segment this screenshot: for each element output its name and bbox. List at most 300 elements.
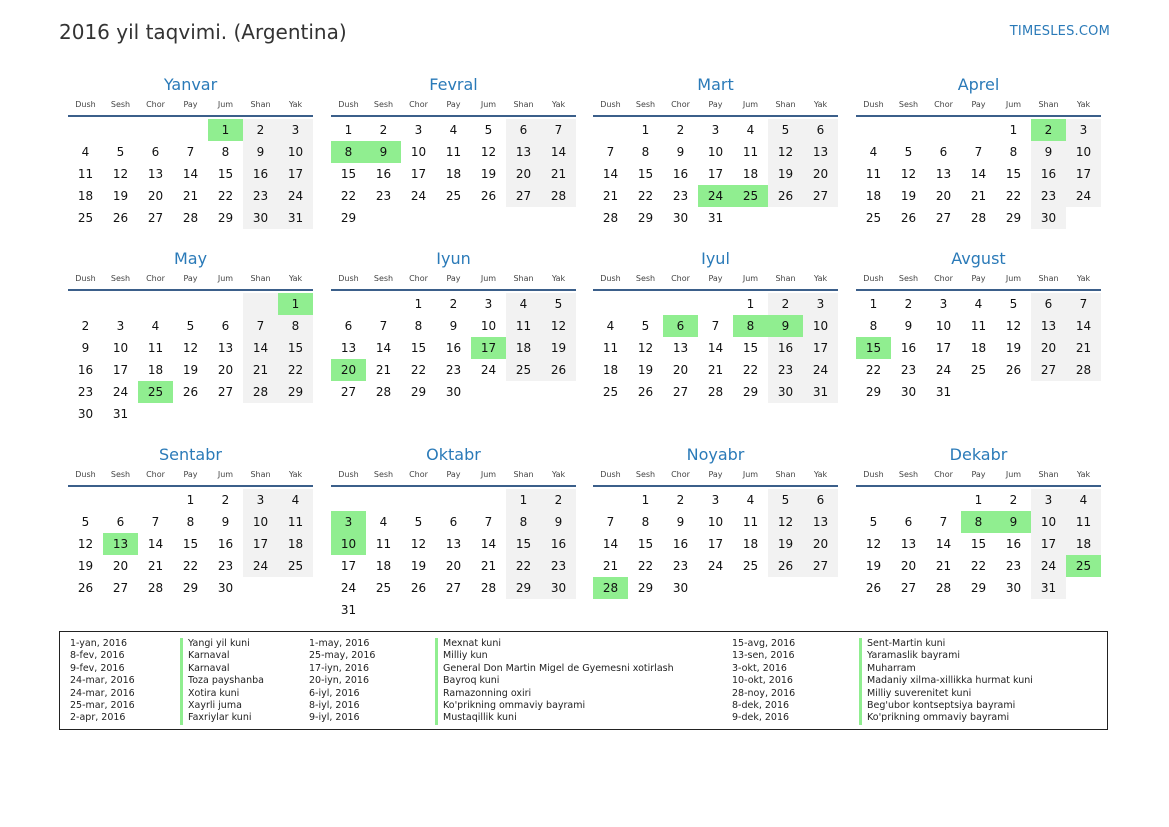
day-cell[interactable]: 26 xyxy=(637,385,654,399)
day-cell[interactable]: 20 xyxy=(331,359,366,381)
day-cell[interactable]: 18 xyxy=(77,189,94,203)
day-cell[interactable]: 8 xyxy=(414,319,423,333)
day-cell[interactable]: 10 xyxy=(935,319,952,333)
day-cell[interactable]: 20 xyxy=(803,163,838,185)
day-cell[interactable]: 20 xyxy=(900,559,917,573)
day-cell[interactable]: 7 xyxy=(541,119,576,141)
day-cell[interactable]: 28 xyxy=(147,581,164,595)
day-cell[interactable]: 20 xyxy=(506,163,541,185)
day-cell[interactable]: 6 xyxy=(221,319,230,333)
day-cell[interactable]: 1 xyxy=(278,293,313,315)
day-cell[interactable]: 25 xyxy=(445,189,462,203)
day-cell[interactable]: 12 xyxy=(182,341,199,355)
day-cell[interactable]: 13 xyxy=(900,537,917,551)
day-cell[interactable]: 1 xyxy=(641,493,650,507)
day-cell[interactable]: 29 xyxy=(1005,211,1022,225)
day-cell[interactable]: 3 xyxy=(278,119,313,141)
day-cell[interactable]: 11 xyxy=(865,167,882,181)
day-cell[interactable]: 31 xyxy=(707,211,724,225)
day-cell[interactable]: 10 xyxy=(410,145,427,159)
day-cell[interactable]: 25 xyxy=(278,555,313,577)
day-cell[interactable]: 2 xyxy=(449,297,458,311)
day-cell[interactable]: 30 xyxy=(217,581,234,595)
day-cell[interactable]: 4 xyxy=(869,145,878,159)
day-cell[interactable]: 25 xyxy=(138,381,173,403)
day-cell[interactable]: 12 xyxy=(865,537,882,551)
day-cell[interactable]: 20 xyxy=(147,189,164,203)
day-cell[interactable]: 9 xyxy=(768,315,803,337)
day-cell[interactable]: 30 xyxy=(77,407,94,421)
day-cell[interactable]: 12 xyxy=(637,341,654,355)
day-cell[interactable]: 29 xyxy=(742,385,759,399)
day-cell[interactable]: 3 xyxy=(711,123,720,137)
day-cell[interactable]: 22 xyxy=(506,555,541,577)
day-cell[interactable]: 21 xyxy=(375,363,392,377)
day-cell[interactable]: 3 xyxy=(414,123,423,137)
day-cell[interactable]: 2 xyxy=(541,489,576,511)
day-cell[interactable]: 12 xyxy=(768,141,803,163)
day-cell[interactable]: 9 xyxy=(81,341,90,355)
day-cell[interactable]: 20 xyxy=(672,363,689,377)
day-cell[interactable]: 31 xyxy=(803,381,838,403)
day-cell[interactable]: 2 xyxy=(768,293,803,315)
day-cell[interactable]: 28 xyxy=(707,385,724,399)
day-cell[interactable]: 13 xyxy=(217,341,234,355)
day-cell[interactable]: 30 xyxy=(243,207,278,229)
day-cell[interactable]: 10 xyxy=(112,341,129,355)
day-cell[interactable]: 19 xyxy=(112,189,129,203)
day-cell[interactable]: 20 xyxy=(1031,337,1066,359)
day-cell[interactable]: 30 xyxy=(541,577,576,599)
day-cell[interactable]: 29 xyxy=(865,385,882,399)
day-cell[interactable]: 22 xyxy=(637,189,654,203)
day-cell[interactable]: 11 xyxy=(602,341,619,355)
day-cell[interactable]: 18 xyxy=(865,189,882,203)
day-cell[interactable]: 27 xyxy=(340,385,357,399)
day-cell[interactable]: 9 xyxy=(676,145,685,159)
day-cell[interactable]: 25 xyxy=(602,385,619,399)
day-cell[interactable]: 9 xyxy=(904,319,913,333)
day-cell[interactable]: 27 xyxy=(672,385,689,399)
day-cell[interactable]: 1 xyxy=(1009,123,1018,137)
day-cell[interactable]: 29 xyxy=(278,381,313,403)
day-cell[interactable]: 17 xyxy=(803,337,838,359)
day-cell[interactable]: 27 xyxy=(803,555,838,577)
day-cell[interactable]: 27 xyxy=(803,185,838,207)
day-cell[interactable]: 11 xyxy=(278,511,313,533)
day-cell[interactable]: 3 xyxy=(1031,489,1066,511)
day-cell[interactable]: 27 xyxy=(506,185,541,207)
day-cell[interactable]: 10 xyxy=(707,515,724,529)
day-cell[interactable]: 27 xyxy=(900,581,917,595)
day-cell[interactable]: 13 xyxy=(506,141,541,163)
day-cell[interactable]: 29 xyxy=(506,577,541,599)
day-cell[interactable]: 14 xyxy=(602,167,619,181)
day-cell[interactable]: 23 xyxy=(768,359,803,381)
day-cell[interactable]: 5 xyxy=(186,319,195,333)
day-cell[interactable]: 15 xyxy=(506,533,541,555)
day-cell[interactable]: 6 xyxy=(803,119,838,141)
day-cell[interactable]: 29 xyxy=(217,211,234,225)
day-cell[interactable]: 7 xyxy=(151,515,160,529)
day-cell[interactable]: 30 xyxy=(1031,207,1066,229)
day-cell[interactable]: 5 xyxy=(116,145,125,159)
day-cell[interactable]: 15 xyxy=(637,167,654,181)
day-cell[interactable]: 23 xyxy=(243,185,278,207)
day-cell[interactable]: 27 xyxy=(1031,359,1066,381)
day-cell[interactable]: 20 xyxy=(445,559,462,573)
day-cell[interactable]: 2 xyxy=(1009,493,1018,507)
day-cell[interactable]: 24 xyxy=(1031,555,1066,577)
day-cell[interactable]: 13 xyxy=(147,167,164,181)
day-cell[interactable]: 24 xyxy=(1066,185,1101,207)
day-cell[interactable]: 8 xyxy=(1009,145,1018,159)
day-cell[interactable]: 11 xyxy=(147,341,164,355)
day-cell[interactable]: 5 xyxy=(869,515,878,529)
day-cell[interactable]: 10 xyxy=(278,141,313,163)
day-cell[interactable]: 16 xyxy=(900,341,917,355)
day-cell[interactable]: 6 xyxy=(803,489,838,511)
day-cell[interactable]: 13 xyxy=(935,167,952,181)
day-cell[interactable]: 24 xyxy=(410,189,427,203)
day-cell[interactable]: 17 xyxy=(243,533,278,555)
day-cell[interactable]: 12 xyxy=(410,537,427,551)
day-cell[interactable]: 25 xyxy=(742,559,759,573)
day-cell[interactable]: 18 xyxy=(445,167,462,181)
day-cell[interactable]: 29 xyxy=(182,581,199,595)
day-cell[interactable]: 7 xyxy=(1066,293,1101,315)
day-cell[interactable]: 21 xyxy=(1066,337,1101,359)
day-cell[interactable]: 21 xyxy=(970,189,987,203)
day-cell[interactable]: 17 xyxy=(278,163,313,185)
day-cell[interactable]: 25 xyxy=(77,211,94,225)
day-cell[interactable]: 20 xyxy=(803,533,838,555)
day-cell[interactable]: 24 xyxy=(698,185,733,207)
day-cell[interactable]: 18 xyxy=(278,533,313,555)
day-cell[interactable]: 30 xyxy=(768,381,803,403)
day-cell[interactable]: 26 xyxy=(480,189,497,203)
day-cell[interactable]: 11 xyxy=(1066,511,1101,533)
day-cell[interactable]: 22 xyxy=(865,363,882,377)
day-cell[interactable]: 16 xyxy=(375,167,392,181)
day-cell[interactable]: 6 xyxy=(904,515,913,529)
day-cell[interactable]: 1 xyxy=(746,297,755,311)
day-cell[interactable]: 29 xyxy=(637,211,654,225)
day-cell[interactable]: 16 xyxy=(1031,163,1066,185)
day-cell[interactable]: 28 xyxy=(593,577,628,599)
day-cell[interactable]: 2 xyxy=(221,493,230,507)
day-cell[interactable]: 23 xyxy=(1031,185,1066,207)
day-cell[interactable]: 9 xyxy=(996,511,1031,533)
day-cell[interactable]: 14 xyxy=(375,341,392,355)
day-cell[interactable]: 19 xyxy=(768,163,803,185)
day-cell[interactable]: 14 xyxy=(1066,315,1101,337)
day-cell[interactable]: 30 xyxy=(672,581,689,595)
day-cell[interactable]: 6 xyxy=(1031,293,1066,315)
day-cell[interactable]: 30 xyxy=(672,211,689,225)
day-cell[interactable]: 31 xyxy=(278,207,313,229)
day-cell[interactable]: 20 xyxy=(935,189,952,203)
day-cell[interactable]: 31 xyxy=(112,407,129,421)
day-cell[interactable]: 7 xyxy=(484,515,493,529)
day-cell[interactable]: 6 xyxy=(151,145,160,159)
day-cell[interactable]: 30 xyxy=(445,385,462,399)
day-cell[interactable]: 11 xyxy=(506,315,541,337)
day-cell[interactable]: 28 xyxy=(375,385,392,399)
day-cell[interactable]: 23 xyxy=(672,559,689,573)
day-cell[interactable]: 23 xyxy=(672,189,689,203)
day-cell[interactable]: 11 xyxy=(970,319,987,333)
day-cell[interactable]: 17 xyxy=(1066,163,1101,185)
day-cell[interactable]: 22 xyxy=(182,559,199,573)
day-cell[interactable]: 13 xyxy=(103,533,138,555)
day-cell[interactable]: 16 xyxy=(445,341,462,355)
day-cell[interactable]: 21 xyxy=(182,189,199,203)
day-cell[interactable]: 5 xyxy=(1009,297,1018,311)
day-cell[interactable]: 29 xyxy=(340,211,357,225)
day-cell[interactable]: 31 xyxy=(340,603,357,617)
day-cell[interactable]: 15 xyxy=(1005,167,1022,181)
day-cell[interactable]: 19 xyxy=(637,363,654,377)
day-cell[interactable]: 15 xyxy=(856,337,891,359)
day-cell[interactable]: 4 xyxy=(606,319,615,333)
day-cell[interactable]: 1 xyxy=(506,489,541,511)
day-cell[interactable]: 22 xyxy=(637,559,654,573)
day-cell[interactable]: 14 xyxy=(541,141,576,163)
day-cell[interactable]: 18 xyxy=(506,337,541,359)
day-cell[interactable]: 4 xyxy=(81,145,90,159)
day-cell[interactable]: 11 xyxy=(445,145,462,159)
day-cell[interactable]: 5 xyxy=(768,489,803,511)
day-cell[interactable]: 10 xyxy=(331,533,366,555)
day-cell[interactable]: 12 xyxy=(112,167,129,181)
day-cell[interactable]: 24 xyxy=(935,363,952,377)
day-cell[interactable]: 3 xyxy=(484,297,493,311)
day-cell[interactable]: 17 xyxy=(410,167,427,181)
day-cell[interactable]: 22 xyxy=(1005,189,1022,203)
day-cell[interactable]: 28 xyxy=(602,211,619,225)
day-cell[interactable]: 18 xyxy=(375,559,392,573)
day-cell[interactable]: 4 xyxy=(1066,489,1101,511)
day-cell[interactable]: 22 xyxy=(410,363,427,377)
day-cell[interactable]: 3 xyxy=(243,489,278,511)
day-cell[interactable]: 5 xyxy=(484,123,493,137)
day-cell[interactable]: 14 xyxy=(707,341,724,355)
day-cell[interactable]: 8 xyxy=(733,315,768,337)
day-cell[interactable]: 27 xyxy=(147,211,164,225)
day-cell[interactable]: 15 xyxy=(340,167,357,181)
day-cell[interactable]: 27 xyxy=(935,211,952,225)
day-cell[interactable]: 9 xyxy=(366,141,401,163)
day-cell[interactable]: 3 xyxy=(1066,119,1101,141)
day-cell[interactable]: 14 xyxy=(970,167,987,181)
day-cell[interactable]: 16 xyxy=(768,337,803,359)
day-cell[interactable]: 7 xyxy=(939,515,948,529)
day-cell[interactable]: 3 xyxy=(803,293,838,315)
day-cell[interactable]: 18 xyxy=(742,167,759,181)
day-cell[interactable]: 22 xyxy=(217,189,234,203)
day-cell[interactable]: 20 xyxy=(112,559,129,573)
day-cell[interactable]: 4 xyxy=(506,293,541,315)
day-cell[interactable]: 25 xyxy=(375,581,392,595)
day-cell[interactable]: 24 xyxy=(243,555,278,577)
day-cell[interactable]: 3 xyxy=(331,511,366,533)
day-cell[interactable]: 26 xyxy=(768,555,803,577)
day-cell[interactable]: 4 xyxy=(278,489,313,511)
day-cell[interactable]: 22 xyxy=(340,189,357,203)
day-cell[interactable]: 5 xyxy=(81,515,90,529)
day-cell[interactable]: 8 xyxy=(869,319,878,333)
day-cell[interactable]: 30 xyxy=(900,385,917,399)
day-cell[interactable]: 15 xyxy=(410,341,427,355)
day-cell[interactable]: 7 xyxy=(606,145,615,159)
day-cell[interactable]: 28 xyxy=(480,581,497,595)
day-cell[interactable]: 23 xyxy=(375,189,392,203)
day-cell[interactable]: 16 xyxy=(217,537,234,551)
day-cell[interactable]: 27 xyxy=(217,385,234,399)
day-cell[interactable]: 26 xyxy=(410,581,427,595)
day-cell[interactable]: 7 xyxy=(711,319,720,333)
day-cell[interactable]: 10 xyxy=(707,145,724,159)
day-cell[interactable]: 6 xyxy=(344,319,353,333)
day-cell[interactable]: 26 xyxy=(182,385,199,399)
day-cell[interactable]: 16 xyxy=(672,537,689,551)
day-cell[interactable]: 27 xyxy=(112,581,129,595)
day-cell[interactable]: 7 xyxy=(606,515,615,529)
day-cell[interactable]: 2 xyxy=(243,119,278,141)
day-cell[interactable]: 23 xyxy=(217,559,234,573)
day-cell[interactable]: 12 xyxy=(541,315,576,337)
day-cell[interactable]: 2 xyxy=(676,493,685,507)
day-cell[interactable]: 5 xyxy=(768,119,803,141)
day-cell[interactable]: 4 xyxy=(151,319,160,333)
day-cell[interactable]: 16 xyxy=(672,167,689,181)
day-cell[interactable]: 24 xyxy=(803,359,838,381)
day-cell[interactable]: 23 xyxy=(445,363,462,377)
day-cell[interactable]: 23 xyxy=(77,385,94,399)
day-cell[interactable]: 2 xyxy=(379,123,388,137)
day-cell[interactable]: 1 xyxy=(641,123,650,137)
day-cell[interactable]: 19 xyxy=(182,363,199,377)
day-cell[interactable]: 21 xyxy=(243,359,278,381)
day-cell[interactable]: 14 xyxy=(243,337,278,359)
day-cell[interactable]: 16 xyxy=(541,533,576,555)
day-cell[interactable]: 23 xyxy=(541,555,576,577)
day-cell[interactable]: 2 xyxy=(676,123,685,137)
day-cell[interactable]: 24 xyxy=(707,559,724,573)
day-cell[interactable]: 11 xyxy=(742,145,759,159)
day-cell[interactable]: 10 xyxy=(1066,141,1101,163)
day-cell[interactable]: 10 xyxy=(1031,511,1066,533)
day-cell[interactable]: 19 xyxy=(541,337,576,359)
day-cell[interactable]: 4 xyxy=(746,123,755,137)
day-cell[interactable]: 18 xyxy=(970,341,987,355)
day-cell[interactable]: 4 xyxy=(449,123,458,137)
day-cell[interactable]: 2 xyxy=(904,297,913,311)
day-cell[interactable]: 8 xyxy=(641,145,650,159)
day-cell[interactable]: 19 xyxy=(77,559,94,573)
day-cell[interactable]: 1 xyxy=(344,123,353,137)
day-cell[interactable]: 28 xyxy=(243,381,278,403)
day-cell[interactable]: 16 xyxy=(243,163,278,185)
day-cell[interactable]: 9 xyxy=(449,319,458,333)
day-cell[interactable]: 11 xyxy=(77,167,94,181)
day-cell[interactable]: 26 xyxy=(768,185,803,207)
day-cell[interactable]: 12 xyxy=(1005,319,1022,333)
day-cell[interactable]: 22 xyxy=(742,363,759,377)
day-cell[interactable]: 25 xyxy=(733,185,768,207)
day-cell[interactable]: 3 xyxy=(939,297,948,311)
day-cell[interactable]: 14 xyxy=(480,537,497,551)
day-cell[interactable]: 26 xyxy=(1005,363,1022,377)
day-cell[interactable]: 15 xyxy=(637,537,654,551)
day-cell[interactable]: 11 xyxy=(375,537,392,551)
day-cell[interactable]: 18 xyxy=(742,537,759,551)
day-cell[interactable]: 12 xyxy=(77,537,94,551)
day-cell[interactable]: 25 xyxy=(506,359,541,381)
day-cell[interactable]: 26 xyxy=(541,359,576,381)
day-cell[interactable]: 9 xyxy=(1031,141,1066,163)
day-cell[interactable]: 5 xyxy=(541,293,576,315)
day-cell[interactable]: 6 xyxy=(663,315,698,337)
day-cell[interactable]: 28 xyxy=(935,581,952,595)
day-cell[interactable]: 13 xyxy=(340,341,357,355)
day-cell[interactable]: 23 xyxy=(900,363,917,377)
day-cell[interactable]: 13 xyxy=(803,141,838,163)
day-cell[interactable]: 21 xyxy=(602,189,619,203)
day-cell[interactable]: 21 xyxy=(147,559,164,573)
day-cell[interactable]: 17 xyxy=(935,341,952,355)
day-cell[interactable]: 28 xyxy=(1066,359,1101,381)
day-cell[interactable]: 5 xyxy=(414,515,423,529)
day-cell[interactable]: 13 xyxy=(1031,315,1066,337)
day-cell[interactable]: 17 xyxy=(1031,533,1066,555)
day-cell[interactable]: 29 xyxy=(970,581,987,595)
day-cell[interactable]: 15 xyxy=(278,337,313,359)
day-cell[interactable]: 10 xyxy=(480,319,497,333)
day-cell[interactable]: 8 xyxy=(506,511,541,533)
day-cell[interactable]: 23 xyxy=(1005,559,1022,573)
day-cell[interactable]: 8 xyxy=(221,145,230,159)
day-cell[interactable]: 14 xyxy=(602,537,619,551)
day-cell[interactable]: 8 xyxy=(331,141,366,163)
day-cell[interactable]: 12 xyxy=(480,145,497,159)
day-cell[interactable]: 17 xyxy=(707,537,724,551)
day-cell[interactable]: 18 xyxy=(1066,533,1101,555)
day-cell[interactable]: 24 xyxy=(112,385,129,399)
day-cell[interactable]: 8 xyxy=(278,315,313,337)
day-cell[interactable]: 5 xyxy=(641,319,650,333)
day-cell[interactable]: 24 xyxy=(278,185,313,207)
day-cell[interactable]: 6 xyxy=(449,515,458,529)
day-cell[interactable]: 19 xyxy=(410,559,427,573)
day-cell[interactable]: 13 xyxy=(672,341,689,355)
day-cell[interactable]: 15 xyxy=(182,537,199,551)
day-cell[interactable]: 26 xyxy=(112,211,129,225)
day-cell[interactable]: 19 xyxy=(1005,341,1022,355)
day-cell[interactable]: 3 xyxy=(116,319,125,333)
day-cell[interactable]: 24 xyxy=(480,363,497,377)
day-cell[interactable]: 7 xyxy=(243,315,278,337)
day-cell[interactable]: 31 xyxy=(935,385,952,399)
day-cell[interactable]: 9 xyxy=(221,515,230,529)
day-cell[interactable]: 1 xyxy=(208,119,243,141)
day-cell[interactable]: 17 xyxy=(340,559,357,573)
day-cell[interactable]: 22 xyxy=(970,559,987,573)
day-cell[interactable]: 6 xyxy=(116,515,125,529)
day-cell[interactable]: 17 xyxy=(707,167,724,181)
day-cell[interactable]: 6 xyxy=(939,145,948,159)
